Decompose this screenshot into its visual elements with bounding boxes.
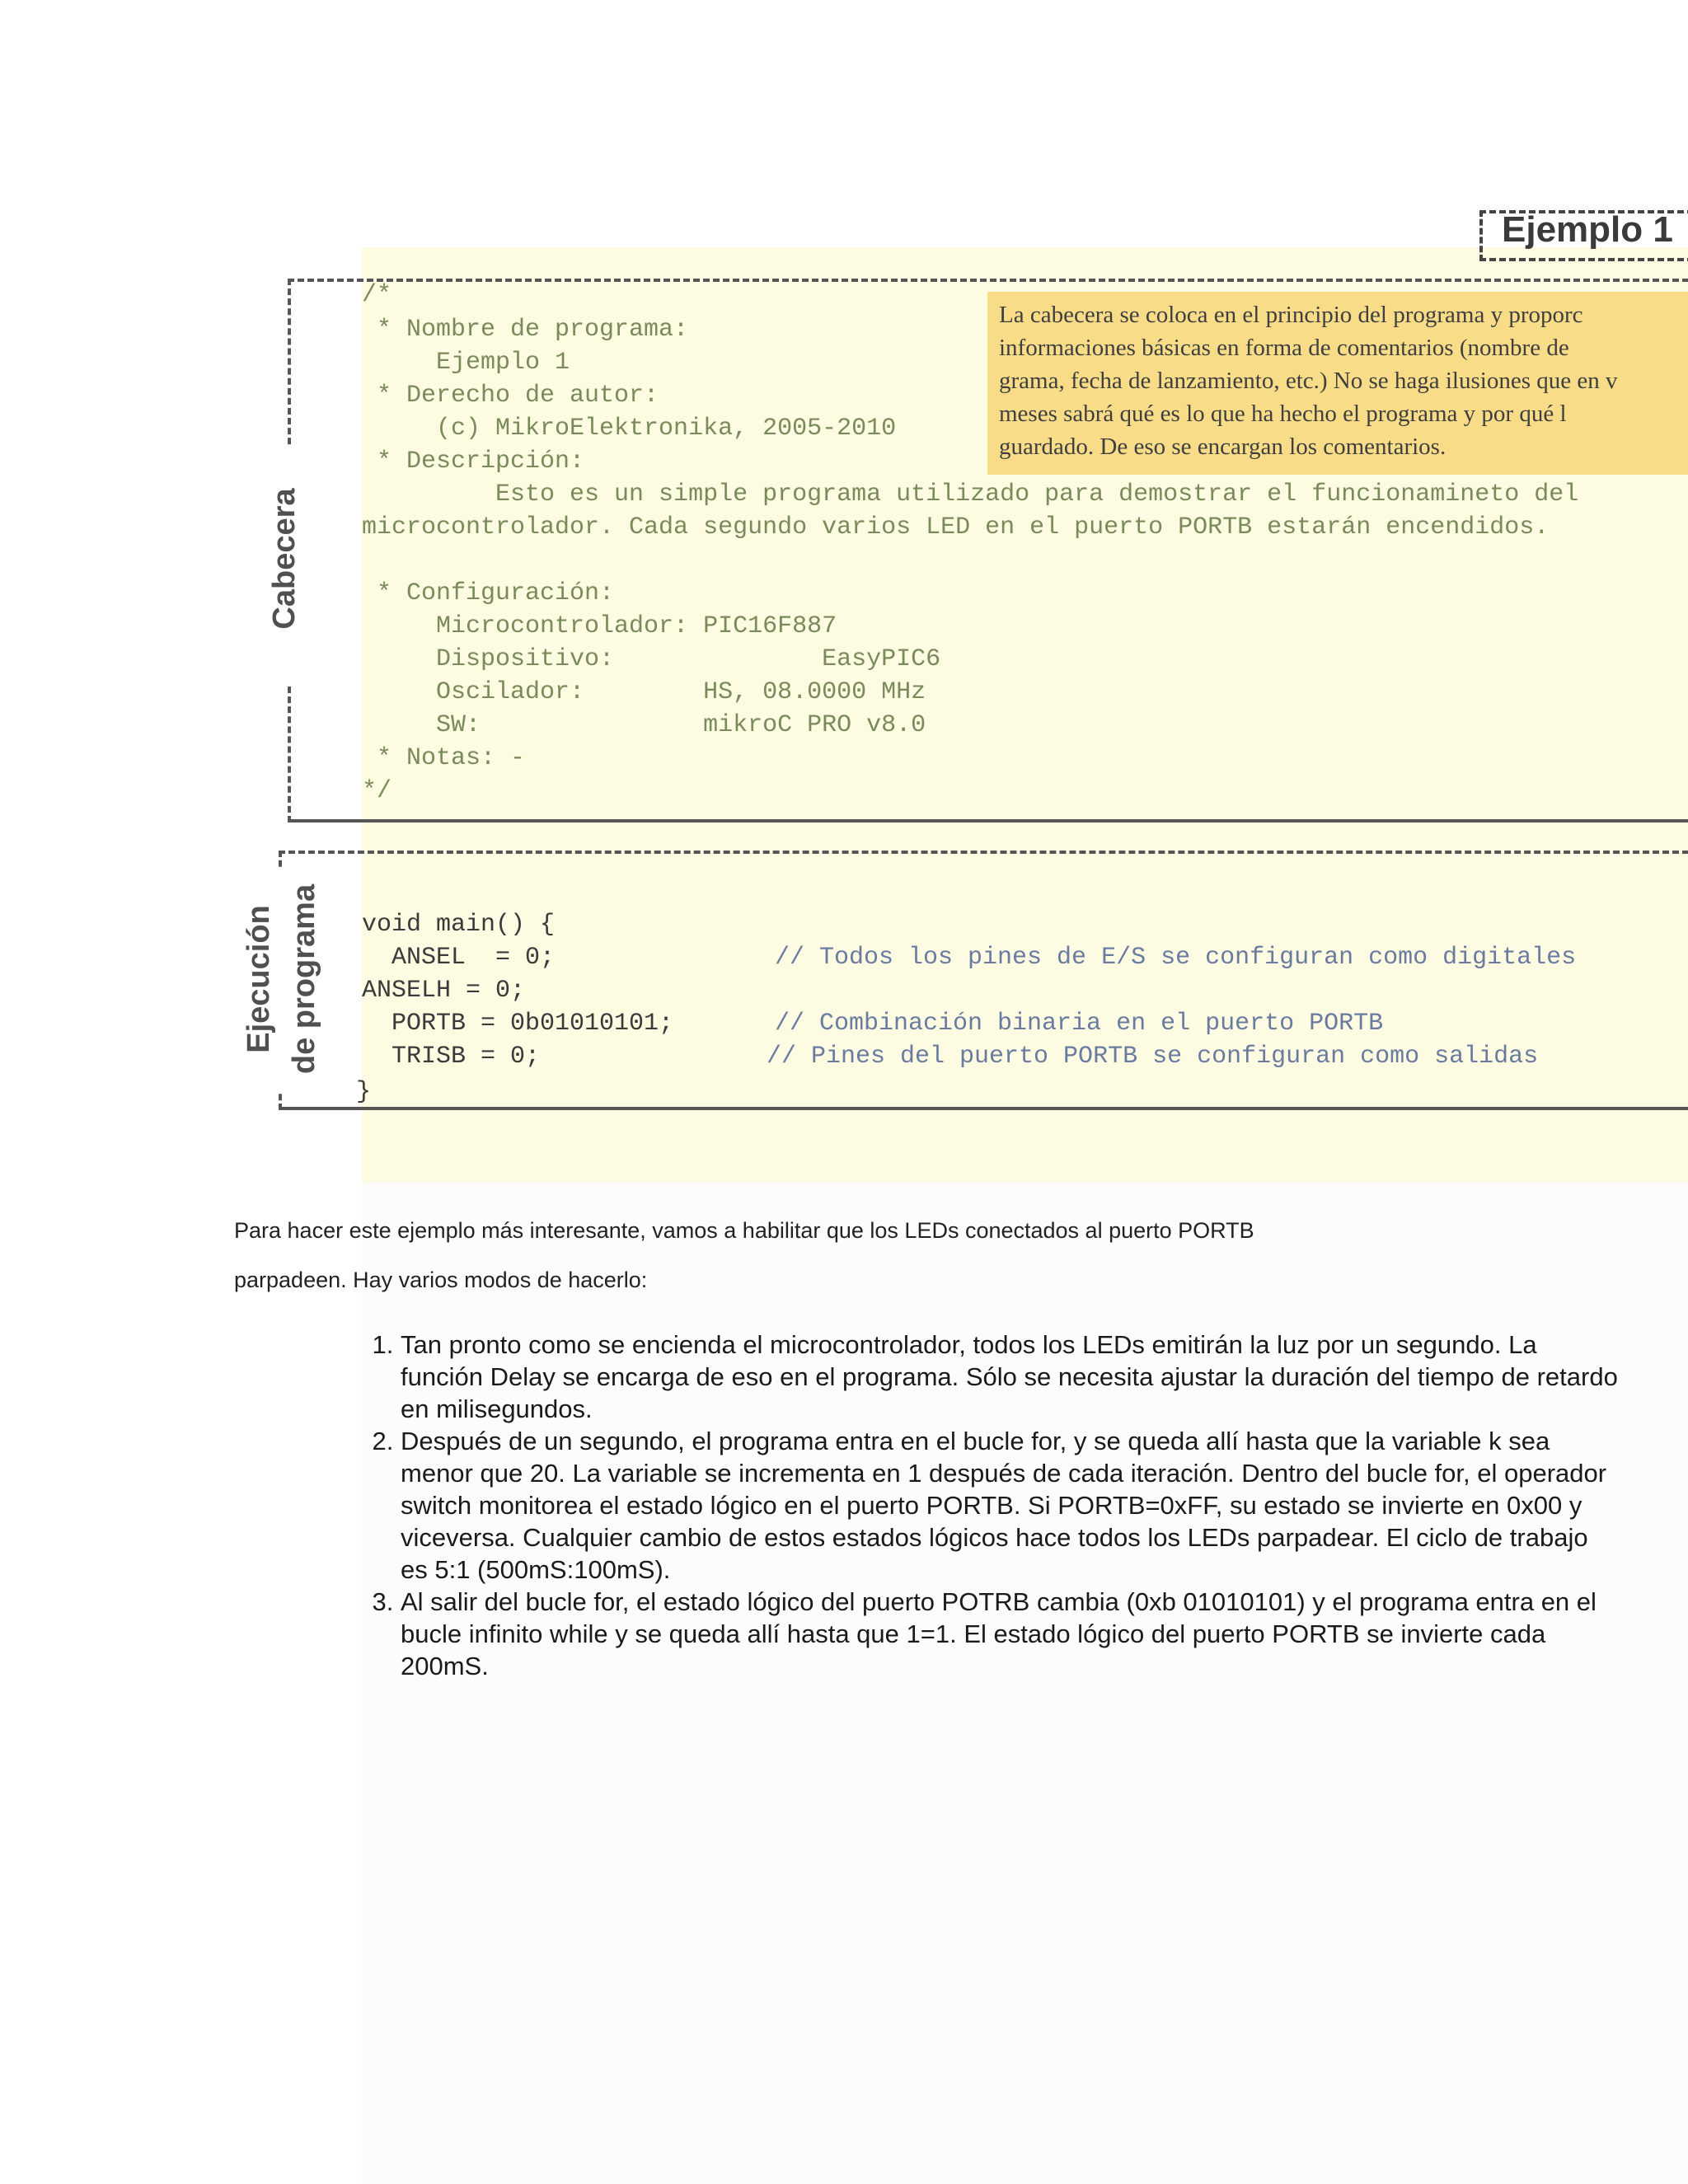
example-title: Ejemplo 1 xyxy=(1502,209,1673,250)
exec-code-line: PORTB = 0b01010101; xyxy=(362,1010,674,1038)
code-line: * Configuración: xyxy=(362,579,615,607)
code-line: microcontrolador. Cada segundo varios LED en el puerto PORTB estarán encendidos. xyxy=(362,513,1550,541)
code-line: Oscilador: HS, 08.0000 MHz xyxy=(362,678,926,706)
code-line: */ xyxy=(362,777,392,805)
code-line: Dispositivo: EasyPIC6 xyxy=(362,645,941,673)
exec-code-comment: // Todos los pines de E/S se configuran como digitales xyxy=(775,944,1577,972)
exec-code-line: ANSEL = 0; xyxy=(362,944,556,972)
code-line: Microcontrolador: PIC16F887 xyxy=(362,612,837,640)
execution-side-label-line2: de programa xyxy=(287,883,321,1075)
code-line: SW: mikroC PRO v8.0 xyxy=(362,711,926,739)
note-line: guardado. De eso se encargan los comentarios. xyxy=(999,434,1447,460)
list-item: 3. Al salir del bucle for, el estado lógico del puerto POTRB cambia (0xb 01010101) y el programa entra en el bucle infinito while y se queda allí hasta que 1=1. El estado lógico del puerto PORTB se invierte cada 200mS. xyxy=(401,1586,1620,1682)
note-line: meses sabrá qué es lo que ha hecho el programa y por qué l xyxy=(999,401,1567,427)
code-line: /* xyxy=(362,281,392,309)
exec-code-comment: // Combinación binaria en el puerto PORTB xyxy=(775,1010,1384,1038)
code-line: (c) MikroElektronika, 2005-2010 xyxy=(362,415,897,443)
note-line: informaciones básicas en forma de comentarios (nombre de xyxy=(999,335,1569,361)
exec-code-line: } xyxy=(356,1078,372,1106)
list-item: 1. Tan pronto como se encienda el microcontrolador, todos los LEDs emitirán la luz por un segundo. La función Delay se encarga de eso en el programa. Sólo se necesita ajustar la duración del tiempo de retardo en milisegundos. xyxy=(401,1329,1620,1425)
body-paragraph-line: parpadeen. Hay varios modos de hacerlo: xyxy=(234,1268,648,1292)
body-paragraph-line: Para hacer este ejemplo más interesante, vamos a habilitar que los LEDs conectados al puerto PORTB xyxy=(234,1218,1254,1243)
exec-code-line: TRISB = 0; xyxy=(362,1043,541,1071)
header-note-box xyxy=(987,292,1688,475)
execution-side-label-line1: Ejecución xyxy=(241,905,276,1053)
exec-code-comment: // Pines del puerto PORTB se configuran como salidas xyxy=(767,1043,1539,1071)
steps-list xyxy=(345,1329,1620,1682)
code-line: Ejemplo 1 xyxy=(362,349,570,377)
code-line: * Derecho de autor: xyxy=(362,382,659,410)
code-line: * Notas: - xyxy=(362,744,526,772)
exec-code-line: void main() { xyxy=(362,911,556,939)
header-side-label: Cabecera xyxy=(267,488,302,630)
note-line: La cabecera se coloca en el principio del programa y proporc xyxy=(999,302,1583,328)
list-item: 2. Después de un segundo, el programa entra en el bucle for, y se queda allí hasta que la variable k sea menor que 20. La variable se incrementa en 1 después de cada iteración. Dentro del bucle for, el operador switch monitorea el estado lógico en el puerto PORTB. Si PORTB=0xFF, su estado se invierte en 0x00 y viceversa. Cualquier cambio de estos estados lógicos hace todos los LEDs parpadear. El ciclo de trabajo es 5:1 (500mS:100mS). xyxy=(401,1425,1620,1586)
exec-code-line: ANSELH = 0; xyxy=(362,977,526,1005)
code-line: * Nombre de programa: xyxy=(362,316,689,344)
code-line: * Descripción: xyxy=(362,448,585,476)
code-line: Esto es un simple programa utilizado para demostrar el funcionamineto del xyxy=(362,480,1579,509)
note-line: grama, fecha de lanzamiento, etc.) No se haga ilusiones que en v xyxy=(999,368,1618,394)
